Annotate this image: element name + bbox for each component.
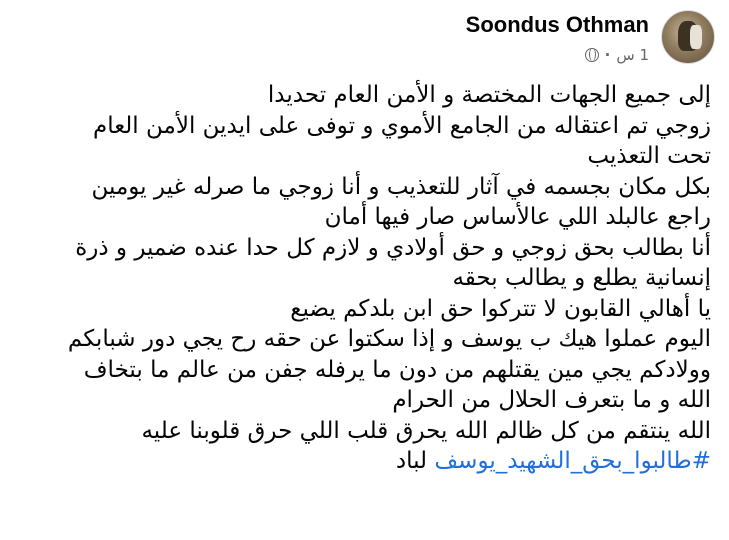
post-text (18, 80, 711, 477)
hashtag-link[interactable]: #طالبوا_بحق_الشهيد_يوسف (434, 448, 711, 474)
globe-icon[interactable] (585, 48, 599, 62)
post-line: زوجي تم اعتقاله من الجامع الأموي و توفى على ايدين الأمن العام (92, 112, 711, 139)
post-header (14, 8, 715, 64)
post-line: راجع عالبلد اللي عالأساس صار فيها أمان (324, 204, 711, 230)
post-line: تحت التعذيب (587, 143, 711, 169)
post-line: اليوم عملوا هيك ب يوسف و إذا سكتوا عن حقه رح يجي دور شبابكم (67, 326, 711, 352)
post-line: إلى جميع الجهات المختصة و الأمن العام تحديدا (267, 82, 711, 108)
post-time[interactable]: 1 س (616, 46, 649, 64)
post-line: يا أهالي القابون لا تتركوا حق ابن بلدكم يضيع (290, 295, 711, 322)
post-line: وولادكم يجي مين يقتلهم من دون ما يرفله جفن من عالم ما بتخاف (83, 356, 711, 383)
post-line: بكل مكان بجسمه في آثار للتعذيب و أنا زوجي ما صرله غير يومين (91, 173, 711, 200)
post-line: إنسانية يطلع و يطالب بحقه (452, 265, 711, 291)
avatar[interactable] (661, 10, 715, 64)
meta-separator: · (604, 46, 611, 64)
hashtag-line (18, 446, 711, 477)
hashtag-tail: لباد (395, 448, 428, 474)
post-line: أنا بطالب بحق زوجي و حق أولادي و لازم كل حدا عنده ضمير و ذرة (75, 234, 711, 261)
post-meta (585, 46, 649, 64)
post-line: الله ينتقم من كل ظالم الله يحرق قلب اللي حرق قلوبنا عليه (141, 417, 711, 444)
author-name[interactable]: Soondus Othman (465, 12, 649, 37)
post-line: الله و ما بتعرف الحلال من الحرام (392, 387, 711, 413)
